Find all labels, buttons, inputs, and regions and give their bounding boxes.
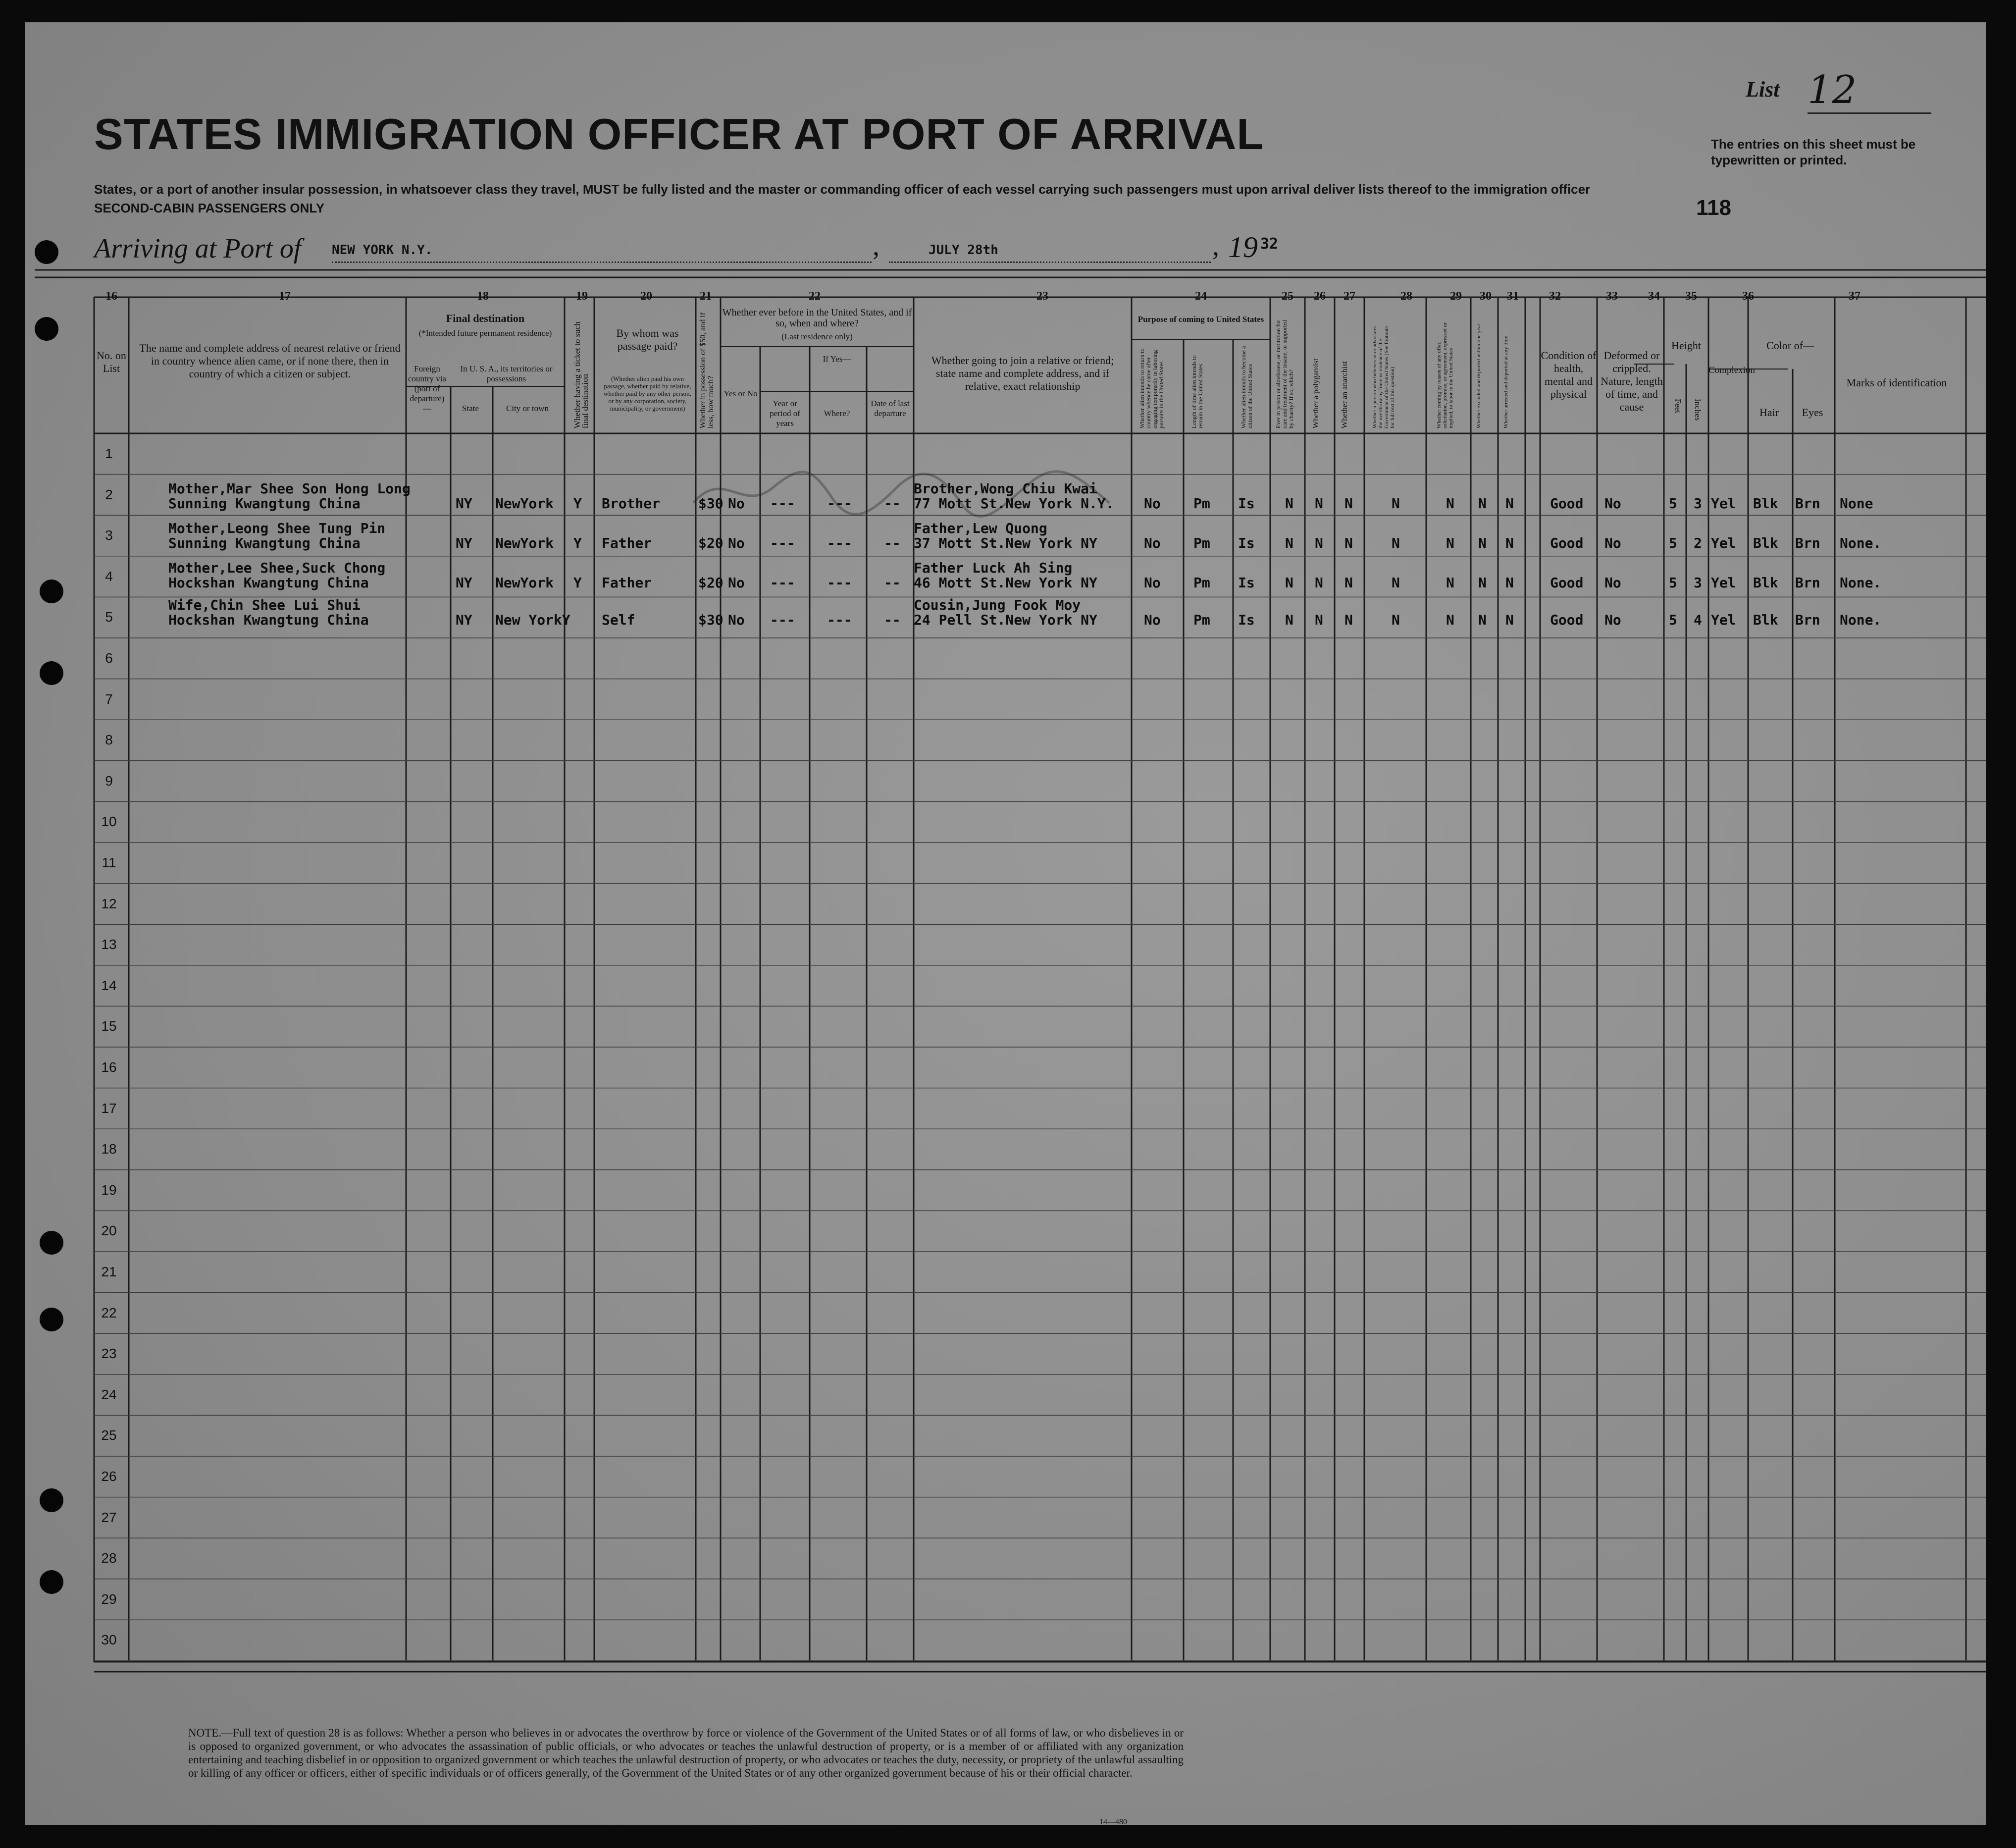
entry-join-2: 46 Mott St.New York NY <box>914 575 1097 591</box>
entry-inches: 3 <box>1694 495 1702 512</box>
entry-q26: N <box>1315 535 1323 551</box>
entry-q25: N <box>1285 575 1293 591</box>
entry-p-a: No <box>1144 495 1161 512</box>
row-number: 1 <box>105 446 113 461</box>
entry-ticket: Y <box>573 495 582 512</box>
row-number: 19 <box>101 1182 117 1198</box>
entry-q26: N <box>1315 575 1323 591</box>
entry-relative-1: Mother,Lee Shee,Suck Chong <box>168 560 386 576</box>
col-num: 22 <box>809 290 821 303</box>
entry-p-c: Is <box>1238 535 1255 551</box>
entry-q29: N <box>1446 535 1454 551</box>
entry-city: NewYork <box>495 495 554 512</box>
row-number: 21 <box>101 1264 117 1279</box>
row-number: 15 <box>101 1018 117 1034</box>
entry-date: -- <box>884 612 901 628</box>
header-passage-paid: By whom was passage paid? <box>616 327 679 352</box>
row-number: 22 <box>101 1305 117 1320</box>
entry-health: Good <box>1550 535 1584 551</box>
header-polygamist: Whether a polygamist <box>1312 358 1320 428</box>
header-hair: Hair <box>1759 406 1779 419</box>
header-if-yes: If Yes— <box>823 354 851 364</box>
entry-hair: Blk <box>1753 575 1778 591</box>
entry-q27: N <box>1344 612 1353 628</box>
entry-join-2: 77 Mott St.New York N.Y. <box>914 495 1114 512</box>
entry-q28: N <box>1392 535 1400 551</box>
row-number: 27 <box>101 1509 117 1525</box>
row-number: 20 <box>101 1223 117 1239</box>
entry-q31: N <box>1505 612 1514 628</box>
entry-p-b: Pm <box>1193 612 1210 628</box>
header-yes-no: Yes or No <box>724 389 758 398</box>
entry-relative-2: Sunning Kwangtung China <box>168 495 361 512</box>
header-eyes: Eyes <box>1802 406 1823 419</box>
row-number: 8 <box>105 732 113 748</box>
entry-inches: 2 <box>1694 535 1702 551</box>
entry-state: NY <box>456 575 472 591</box>
header-health: Condition of health, mental and physical <box>1541 349 1597 400</box>
row-number: 5 <box>105 609 113 625</box>
comma: , <box>873 231 879 262</box>
intro-text: States, or a port of another insular possession, in whatsoever class they travel, MUST be fully listed and the master or commanding officer of each vessel carrying such passengers must upon arrival deliver lists thereof to the immigration officer <box>94 182 1591 197</box>
header-city: City or town <box>506 404 549 413</box>
row-number: 29 <box>101 1591 117 1607</box>
entry-feet: 5 <box>1669 535 1677 551</box>
entry-complexion: Yel <box>1711 612 1736 628</box>
row-number: 18 <box>101 1141 117 1157</box>
header-purpose-b: Length of time alien intends to remain in the United States <box>1190 355 1204 428</box>
entry-health: Good <box>1550 612 1584 628</box>
entry-complexion: Yel <box>1711 535 1736 551</box>
entry-where: --- <box>827 612 852 628</box>
row-number: 26 <box>101 1469 117 1484</box>
header-state: State <box>462 404 479 413</box>
col-num: 25 <box>1282 290 1293 303</box>
entry-marks: None. <box>1840 612 1882 628</box>
entry-city: NewYork <box>495 535 554 551</box>
entry-q31: N <box>1505 575 1514 591</box>
entry-hair: Blk <box>1753 535 1778 551</box>
header-purpose-a: Whether alien intends to return to country whence he came after engaging temporarily in laboring pursuits in the United States <box>1138 348 1165 428</box>
list-number: 12 <box>1808 68 1931 114</box>
list-label: List <box>1746 77 1780 102</box>
entry-inches: 4 <box>1694 612 1702 628</box>
header-going-to-join: Whether going to join a relative or friend; state name and complete address, and if relative, exact relationship <box>931 354 1114 392</box>
entries-note: The entries on this sheet must be typewritten or printed. <box>1711 137 1916 167</box>
col-num: 21 <box>700 290 712 303</box>
col-num: 28 <box>1400 290 1412 303</box>
entry-q27: N <box>1344 535 1353 551</box>
entry-feet: 5 <box>1669 495 1677 512</box>
entry-marks: None <box>1840 495 1873 512</box>
entry-p-b: Pm <box>1193 495 1210 512</box>
col-num: 35 <box>1685 290 1697 303</box>
entry-before: No <box>728 495 745 512</box>
entry-money: $20 <box>698 535 724 551</box>
header-fifty-dollars: Whether in possession of $50, and if less, how much? <box>699 312 715 428</box>
date-value: JULY 28th <box>929 243 998 258</box>
entry-date: -- <box>884 575 901 591</box>
entry-q29: N <box>1446 575 1454 591</box>
entry-join-2: 37 Mott St.New York NY <box>914 535 1097 551</box>
header-year-period: Year or period of years <box>770 399 800 428</box>
entry-q28: N <box>1392 575 1400 591</box>
entry-q26: N <box>1315 495 1323 512</box>
header-anarchist: Whether an anarchist <box>1341 361 1349 428</box>
header-complexion: Complexion <box>1708 365 1755 375</box>
entry-eyes: Brn <box>1795 495 1820 512</box>
entry-q25: N <box>1285 612 1293 628</box>
header-excluded: Whether excluded and deported within one year <box>1476 323 1482 428</box>
col-num: 30 <box>1480 290 1492 303</box>
row-number: 13 <box>101 937 117 952</box>
entry-paid-by: Brother <box>602 495 661 512</box>
entry-where: --- <box>827 495 852 512</box>
entry-join-1: Father Luck Ah Sing <box>914 560 1073 576</box>
col-num: 20 <box>640 290 652 303</box>
entry-q29: N <box>1446 495 1454 512</box>
entry-before: No <box>728 535 745 551</box>
entry-q25: N <box>1285 495 1293 512</box>
entry-paid-by: Father <box>602 535 652 551</box>
header-date-departure: Date of last departure <box>871 399 910 418</box>
entry-q29: N <box>1446 612 1454 628</box>
header-deformed: Deformed or crippled. Nature, length of time, and cause <box>1601 349 1663 413</box>
entry-q31: N <box>1505 535 1514 551</box>
entry-p-c: Is <box>1238 495 1255 512</box>
col-num: 29 <box>1450 290 1462 303</box>
entry-q30: N <box>1478 495 1487 512</box>
entry-join-2: 24 Pell St.New York NY <box>914 612 1097 628</box>
entry-money: $30 <box>698 612 724 628</box>
header-purpose-c: Whether alien intends to become a citizen of the United States <box>1240 346 1253 428</box>
entry-city: New YorkY <box>495 612 570 628</box>
col-num: 34 <box>1648 290 1660 303</box>
entry-health: Good <box>1550 575 1584 591</box>
entry-relative-2: Hockshan Kwangtung China <box>168 612 369 628</box>
entry-year: --- <box>770 612 795 628</box>
entry-ticket: Y <box>573 575 582 591</box>
row-number: 17 <box>101 1100 117 1116</box>
col-num: 18 <box>477 290 489 303</box>
row-number: 30 <box>101 1632 117 1648</box>
entry-where: --- <box>827 535 852 551</box>
year-suffix: 32 <box>1260 235 1279 253</box>
entry-before: No <box>728 575 745 591</box>
row-number: 10 <box>101 814 117 830</box>
entry-date: -- <box>884 535 901 551</box>
entry-city: NewYork <box>495 575 554 591</box>
header-marks: Marks of identification <box>1846 376 1947 389</box>
entry-money: $20 <box>698 575 724 591</box>
header-no-on-list: No. on List <box>97 349 126 374</box>
row-number: 11 <box>102 855 116 870</box>
entry-q30: N <box>1478 575 1487 591</box>
row-number: 9 <box>105 773 113 789</box>
entry-ticket: Y <box>573 535 582 551</box>
header-feet: Feet <box>1673 399 1683 414</box>
entry-deformed: No <box>1604 495 1621 512</box>
col-num: 37 <box>1849 290 1861 303</box>
header-in-usa: In U. S. A., its territories or possessions <box>460 364 553 383</box>
row-number: 6 <box>105 650 113 666</box>
header-ever-before: Whether ever before in the United States, and if so, when and where? <box>722 307 912 329</box>
entry-p-b: Pm <box>1193 575 1210 591</box>
entry-p-a: No <box>1144 612 1161 628</box>
header-height: Height <box>1671 339 1701 352</box>
header-color-of: Color of— <box>1766 339 1814 352</box>
arriving-label: Arriving at Port of <box>94 233 302 264</box>
entry-paid-by: Father <box>602 575 652 591</box>
entry-paid-by: Self <box>602 612 635 628</box>
header-last-residence: (Last residence only) <box>781 332 853 341</box>
header-purpose: Purpose of coming to United States <box>1137 315 1264 324</box>
form-number: 14—480 <box>1099 1818 1127 1825</box>
entry-q26: N <box>1315 612 1323 628</box>
header-inches: Inches <box>1693 399 1703 421</box>
entry-inches: 3 <box>1694 575 1702 591</box>
manifest-sheet <box>25 22 1986 1825</box>
entry-q27: N <box>1344 495 1353 512</box>
header-foreign-country: Foreign country via (port of departure)— <box>408 364 446 413</box>
col-num: 24 <box>1195 290 1207 303</box>
entry-health: Good <box>1550 495 1584 512</box>
col-num: 16 <box>105 290 117 303</box>
entry-eyes: Brn <box>1795 612 1820 628</box>
col-num: 19 <box>576 290 588 303</box>
entry-money: $30 <box>698 495 724 512</box>
entry-state: NY <box>456 535 472 551</box>
entry-state: NY <box>456 495 472 512</box>
entry-marks: None. <box>1840 535 1882 551</box>
entry-relative-2: Hockshan Kwangtung China <box>168 575 369 591</box>
entry-q31: N <box>1505 495 1514 512</box>
row-number: 7 <box>105 691 113 707</box>
row-number: 12 <box>101 896 117 911</box>
header-final-destination-sub: (*Intended future permanent residence) <box>418 328 552 338</box>
entry-complexion: Yel <box>1711 575 1736 591</box>
entry-p-b: Pm <box>1193 535 1210 551</box>
header-overthrow: Whether a person who believes in or advocates the overthrow by force or violence of the Government of the United States (See footnote for full text of this question) <box>1372 325 1396 428</box>
entry-relative-1: Mother,Mar Shee Son Hong Long <box>168 480 411 497</box>
year-prefix: 19 <box>1228 231 1258 264</box>
entry-p-a: No <box>1144 535 1161 551</box>
entry-before: No <box>728 612 745 628</box>
header-passage-paid-sub: (Whether alien paid his own passage, whether paid by relative, whether paid by any other person, or by any corporation, society, municipality, or government) <box>604 375 691 412</box>
col-num: 31 <box>1507 290 1519 303</box>
entry-p-c: Is <box>1238 612 1255 628</box>
entry-complexion: Yel <box>1711 495 1736 512</box>
entry-join-1: Cousin,Jung Fook Moy <box>914 597 1081 613</box>
entry-q25: N <box>1285 535 1293 551</box>
entry-where: --- <box>827 575 852 591</box>
row-number: 2 <box>105 486 113 502</box>
entry-marks: None. <box>1840 575 1882 591</box>
header-labor-offer: Whether coming by reason of any offer, solicitation, promise, or agreement, expressed or implied, to labor in the United States <box>1436 322 1454 428</box>
header-prison: Ever in prison or almshouse, or institution for care and treatment of the insane, or supported by charity? If so, which? <box>1275 319 1294 428</box>
row-number: 25 <box>101 1427 117 1443</box>
port-value: NEW YORK N.Y. <box>332 243 433 258</box>
header-nearest-relative: The name and complete address of nearest relative or friend in country whence alien came, or if none there, then in country of which a citizen or subject. <box>139 342 401 380</box>
entry-year: --- <box>770 495 795 512</box>
entry-q28: N <box>1392 612 1400 628</box>
col-num: 32 <box>1549 290 1561 303</box>
row-number: 23 <box>101 1346 117 1362</box>
col-num: 26 <box>1314 290 1326 303</box>
entry-eyes: Brn <box>1795 535 1820 551</box>
entry-eyes: Brn <box>1795 575 1820 591</box>
page-title: STATES IMMIGRATION OFFICER AT PORT OF ARRIVAL <box>94 109 1264 158</box>
entry-q30: N <box>1478 535 1487 551</box>
entry-q27: N <box>1344 575 1353 591</box>
entry-q30: N <box>1478 612 1487 628</box>
entry-feet: 5 <box>1669 612 1677 628</box>
row-number: 14 <box>101 977 117 993</box>
header-ticket: Whether having a ticket to such final destination <box>572 321 590 428</box>
entry-relative-2: Sunning Kwangtung China <box>168 535 361 551</box>
entry-state: NY <box>456 612 472 628</box>
header-where: Where? <box>824 409 850 418</box>
row-number: 28 <box>101 1550 117 1566</box>
second-cabin-label: SECOND-CABIN PASSENGERS ONLY <box>94 201 325 215</box>
entry-hair: Blk <box>1753 495 1778 512</box>
entry-join-1: Brother,Wong Chiu Kwai <box>914 480 1097 497</box>
entry-year: --- <box>770 535 795 551</box>
row-number: 16 <box>101 1059 117 1075</box>
header-final-destination: Final destination <box>446 312 525 324</box>
entry-join-1: Father,Lew Quong <box>914 520 1047 536</box>
col-num: 33 <box>1606 290 1618 303</box>
col-num: 27 <box>1344 290 1355 303</box>
entry-deformed: No <box>1604 575 1621 591</box>
row-number: 4 <box>105 568 113 584</box>
header-arrested: Whether arrested and deported at any time <box>1503 336 1509 428</box>
sheet-number: 118 <box>1696 196 1731 220</box>
row-number: 3 <box>105 528 113 543</box>
entry-deformed: No <box>1604 612 1621 628</box>
entry-year: --- <box>770 575 795 591</box>
entry-deformed: No <box>1604 535 1621 551</box>
row-number: 24 <box>101 1386 117 1402</box>
entry-q28: N <box>1392 495 1400 512</box>
col-num: 23 <box>1036 290 1048 303</box>
comma: , <box>1212 231 1219 262</box>
entry-feet: 5 <box>1669 575 1677 591</box>
footnote: NOTE.—Full text of question 28 is as follows: Whether a person who believes in or advocates the overthrow by force or violence of the Government of the United States or of all forms of law, or who disbelieves in or is opposed to organized government, or who advocates the assassination of public officials, or who advocates or teaches the unlawful destruction of property, or is a member of or affiliated with any organization entertaining and teaching disbelief in or opposition to organized government or which teaches the unlawful destruction of property, or who advocates or teaches the duty, necessity, or propriety of the unlawful assaulting or killing of any officer or officers, either of specific individuals or of officers generally, of the Government of the United States or of any other organized government because of his or their official character. <box>188 1727 1184 1779</box>
entry-p-a: No <box>1144 575 1161 591</box>
col-num: 17 <box>279 290 291 303</box>
entry-relative-1: Mother,Leong Shee Tung Pin <box>168 520 386 536</box>
entry-relative-1: Wife,Chin Shee Lui Shui <box>168 597 361 613</box>
col-num: 36 <box>1742 290 1754 303</box>
entry-p-c: Is <box>1238 575 1255 591</box>
entry-date: -- <box>884 495 901 512</box>
entry-hair: Blk <box>1753 612 1778 628</box>
